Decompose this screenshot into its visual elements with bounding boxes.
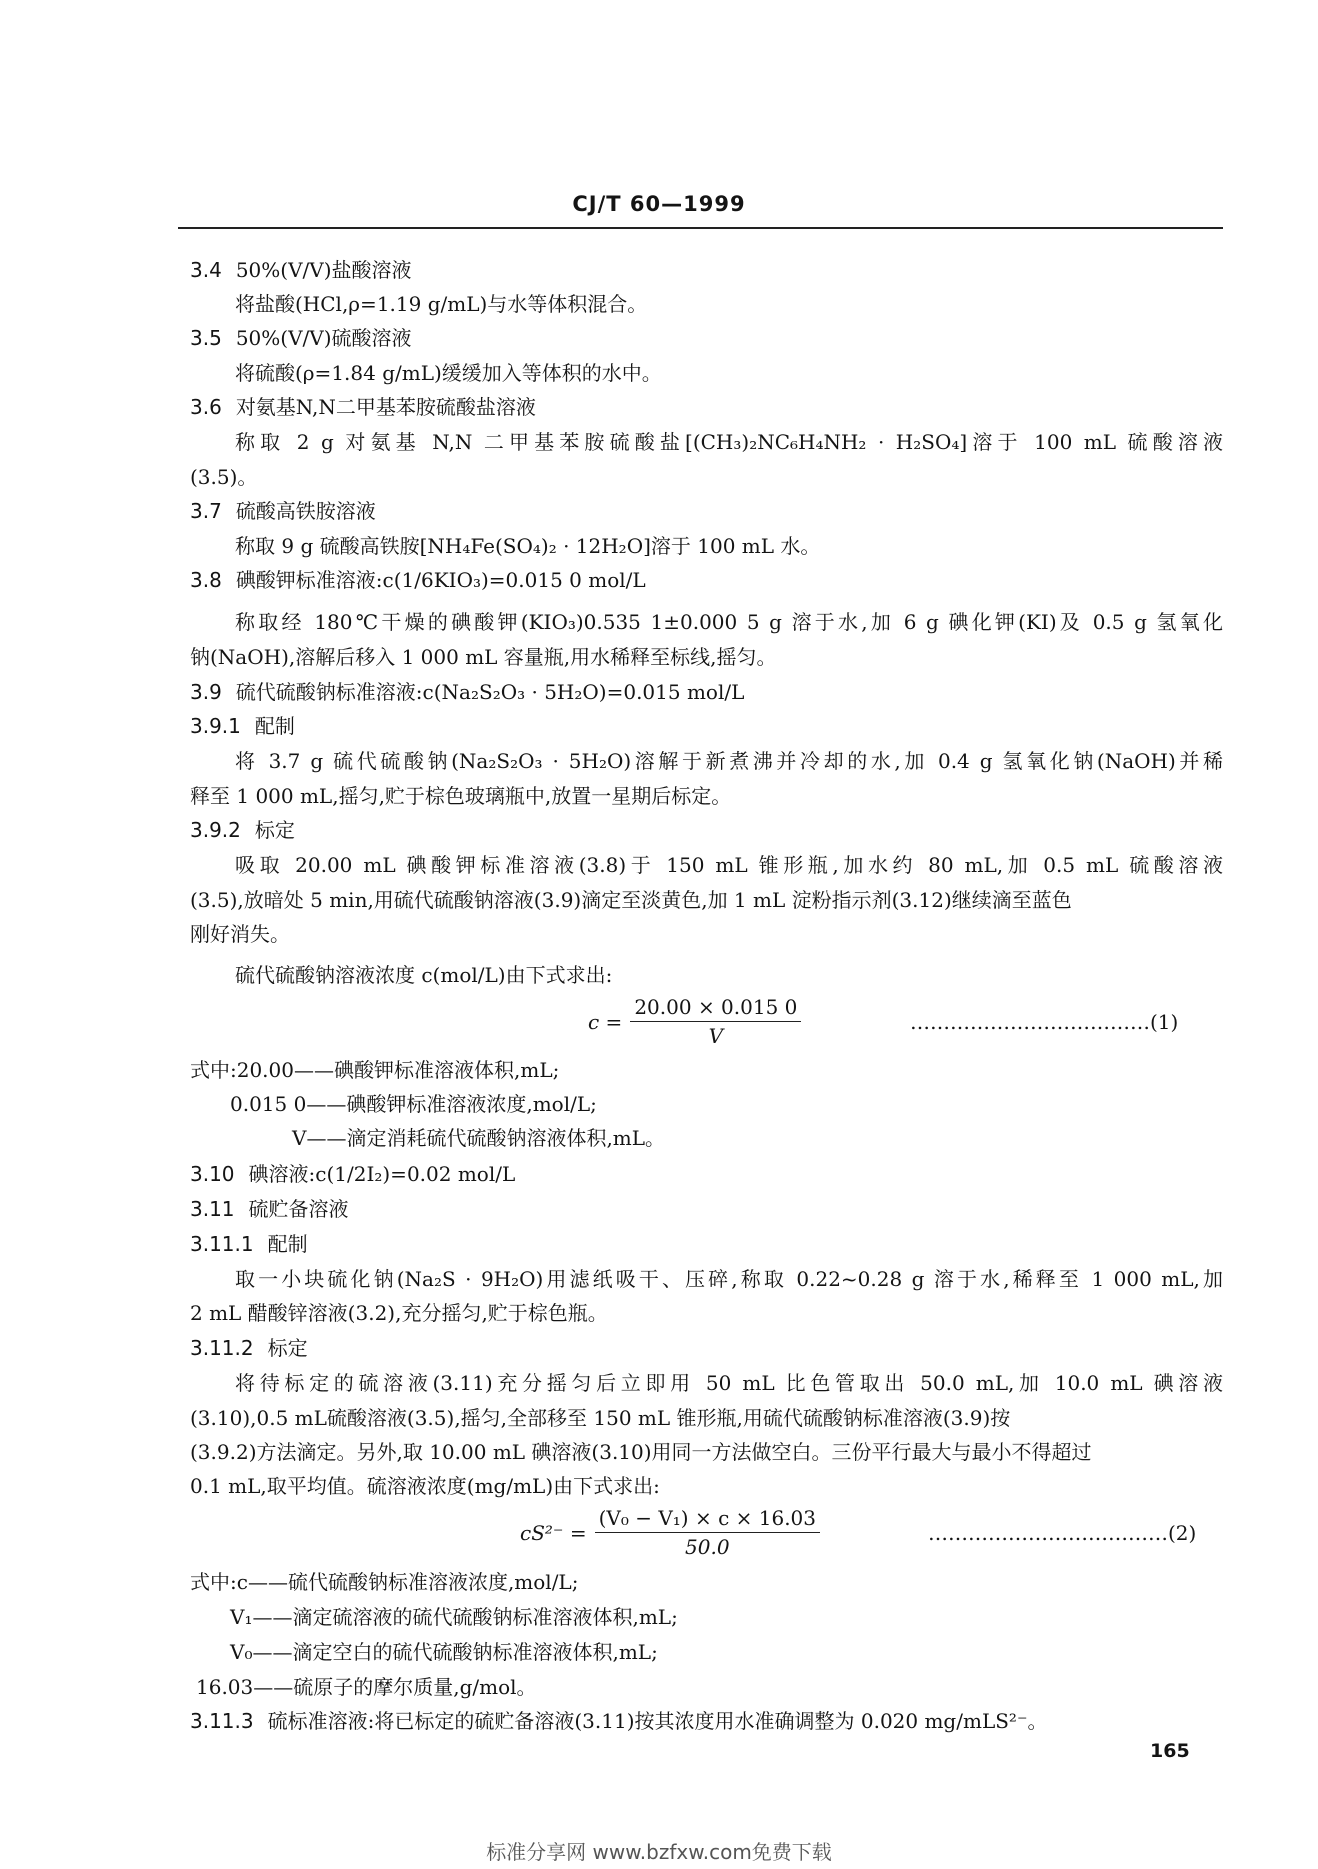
paragraph: 刚好消失。 — [190, 922, 290, 946]
section-3-4-heading — [190, 258, 412, 282]
paragraph: 将盐酸(HCl,ρ=1.19 g/mL)与水等体积混合。 — [235, 292, 648, 316]
where-clause: 0.015 0——碘酸钾标准溶液浓度,mol/L; — [230, 1092, 597, 1116]
paragraph: (3.10),0.5 mL硫酸溶液(3.5),摇匀,全部移至 150 mL 锥形瓶,用硫代硫酸钠标准溶液(3.9)按 — [190, 1406, 1011, 1430]
section-3-6-heading — [190, 395, 536, 419]
section-3-10-heading — [190, 1162, 515, 1186]
paragraph: 称取 2 g 对氨基 N,N 二甲基苯胺硫酸盐[(CH₃)₂NC₆H₄NH₂ · H₂SO₄]溶于 100 mL 硫酸溶液 — [235, 430, 1223, 454]
denominator: V — [708, 1024, 724, 1048]
equation-number: ………………………………(1) — [910, 1010, 1179, 1034]
paragraph: (3.5)。 — [190, 465, 258, 489]
section-number: 3.4 — [190, 258, 222, 282]
section-title: 硫标准溶液:将已标定的硫贮备溶液(3.11)按其浓度用水准确调整为 0.020 mg/mLS²⁻。 — [267, 1709, 1048, 1733]
section-3-11-2-heading — [190, 1336, 308, 1360]
section-3-8-heading — [190, 568, 646, 592]
section-title: 硫贮备溶液 — [248, 1197, 349, 1221]
equation-number: ………………………………(2) — [928, 1521, 1197, 1545]
paragraph: 2 mL 醋酸锌溶液(3.2),充分摇匀,贮于棕色瓶。 — [190, 1301, 608, 1325]
section-title: 碘溶液:c(1/2I₂)=0.02 mol/L — [248, 1162, 516, 1186]
paragraph: 钠(NaOH),溶解后移入 1 000 mL 容量瓶,用水稀释至标线,摇匀。 — [190, 645, 777, 669]
denominator: 50.0 — [685, 1535, 730, 1559]
paragraph: (3.5),放暗处 5 min,用硫代硫酸钠溶液(3.9)滴定至淡黄色,加 1 mL 淀粉指示剂(3.12)继续滴至蓝色 — [190, 888, 1072, 912]
paragraph: 将硫酸(ρ=1.84 g/mL)缓缓加入等体积的水中。 — [235, 361, 662, 385]
section-number: 3.7 — [190, 499, 222, 523]
section-title: 对氨基N,N二甲基苯胺硫酸盐溶液 — [235, 395, 536, 419]
section-3-11-3-heading — [190, 1709, 1048, 1733]
fraction — [630, 995, 801, 1048]
section-3-9-1-heading — [190, 714, 295, 738]
where-clause: V——滴定消耗硫代硫酸钠溶液体积,mL。 — [292, 1126, 666, 1150]
section-3-9-2-heading — [190, 818, 295, 842]
paragraph: (3.9.2)方法滴定。另外,取 10.00 mL 碘溶液(3.10)用同一方法做空白。三份平行最大与最小不得超过 — [190, 1440, 1092, 1464]
section-number: 3.10 — [190, 1162, 235, 1186]
equation-lhs: c = — [588, 1009, 623, 1034]
section-title: 标定 — [267, 1336, 308, 1360]
section-number: 3.11.2 — [190, 1336, 254, 1360]
section-title: 50%(V/V)盐酸溶液 — [235, 258, 412, 282]
section-number: 3.11.1 — [190, 1232, 254, 1256]
section-3-9-heading — [190, 680, 744, 704]
section-title: 配制 — [254, 714, 295, 738]
paragraph: 吸取 20.00 mL 碘酸钾标准溶液(3.8)于 150 mL 锥形瓶,加水约 80 mL,加 0.5 mL 硫酸溶液 — [235, 853, 1223, 877]
paragraph: 将待标定的硫溶液(3.11)充分摇匀后立即用 50 mL 比色管取出 50.0 mL,加 10.0 mL 碘溶液 — [235, 1371, 1223, 1395]
section-3-11-1-heading — [190, 1232, 308, 1256]
paragraph: 释至 1 000 mL,摇匀,贮于棕色玻璃瓶中,放置一星期后标定。 — [190, 784, 732, 808]
where-clause: 16.03——硫原子的摩尔质量,g/mol。 — [196, 1675, 537, 1699]
section-number: 3.5 — [190, 326, 222, 350]
section-title: 配制 — [267, 1232, 308, 1256]
section-number: 3.9 — [190, 680, 222, 704]
section-title: 硫代硫酸钠标准溶液:c(Na₂S₂O₃ · 5H₂O)=0.015 mol/L — [235, 680, 745, 704]
where-clause: 式中:20.00——碘酸钾标准溶液体积,mL; — [190, 1058, 560, 1082]
section-number: 3.8 — [190, 568, 222, 592]
section-number: 3.11.3 — [190, 1709, 254, 1733]
section-number: 3.9.1 — [190, 714, 241, 738]
where-clause: 式中:c——硫代硫酸钠标准溶液浓度,mol/L; — [190, 1570, 579, 1594]
page-number: 165 — [1150, 1740, 1190, 1762]
section-title: 硫酸高铁胺溶液 — [235, 499, 376, 523]
footer-watermark: 标准分享网 www.bzfxw.com免费下载 — [486, 1840, 832, 1864]
fraction — [595, 1506, 820, 1559]
paragraph: 称取经 180℃干燥的碘酸钾(KIO₃)0.535 1±0.000 5 g 溶于水,加 6 g 碘化钾(KI)及 0.5 g 氢氧化 — [235, 610, 1223, 634]
paragraph: 硫代硫酸钠溶液浓度 c(mol/L)由下式求出: — [235, 963, 613, 987]
paragraph: 取一小块硫化钠(Na₂S · 9H₂O)用滤纸吸干、压碎,称取 0.22~0.28 g 溶于水,稀释至 1 000 mL,加 — [235, 1267, 1223, 1291]
header-rule — [178, 227, 1223, 229]
equation-1 — [588, 995, 801, 1048]
numerator: 20.00 × 0.015 0 — [630, 995, 801, 1022]
section-3-5-heading — [190, 326, 412, 350]
paragraph: 称取 9 g 硫酸高铁胺[NH₄Fe(SO₄)₂ · 12H₂O]溶于 100 mL 水。 — [235, 534, 821, 558]
where-clause: V₁——滴定硫溶液的硫代硫酸钠标准溶液体积,mL; — [230, 1605, 678, 1629]
section-3-11-heading — [190, 1197, 349, 1221]
section-title: 50%(V/V)硫酸溶液 — [235, 326, 412, 350]
section-number: 3.9.2 — [190, 818, 241, 842]
equation-lhs: cS²⁻ = — [520, 1520, 587, 1545]
page-header: CJ/T 60—1999 — [572, 192, 746, 216]
section-number: 3.6 — [190, 395, 222, 419]
section-title: 碘酸钾标准溶液:c(1/6KIO₃)=0.015 0 mol/L — [235, 568, 646, 592]
section-title: 标定 — [254, 818, 295, 842]
equation-2 — [520, 1506, 820, 1559]
paragraph: 0.1 mL,取平均值。硫溶液浓度(mg/mL)由下式求出: — [190, 1474, 660, 1498]
where-clause: V₀——滴定空白的硫代硫酸钠标准溶液体积,mL; — [230, 1640, 658, 1664]
section-number: 3.11 — [190, 1197, 235, 1221]
numerator: (V₀ − V₁) × c × 16.03 — [595, 1506, 820, 1533]
section-3-7-heading — [190, 499, 376, 523]
paragraph: 将 3.7 g 硫代硫酸钠(Na₂S₂O₃ · 5H₂O)溶解于新煮沸并冷却的水,加 0.4 g 氢氧化钠(NaOH)并稀 — [235, 749, 1223, 773]
